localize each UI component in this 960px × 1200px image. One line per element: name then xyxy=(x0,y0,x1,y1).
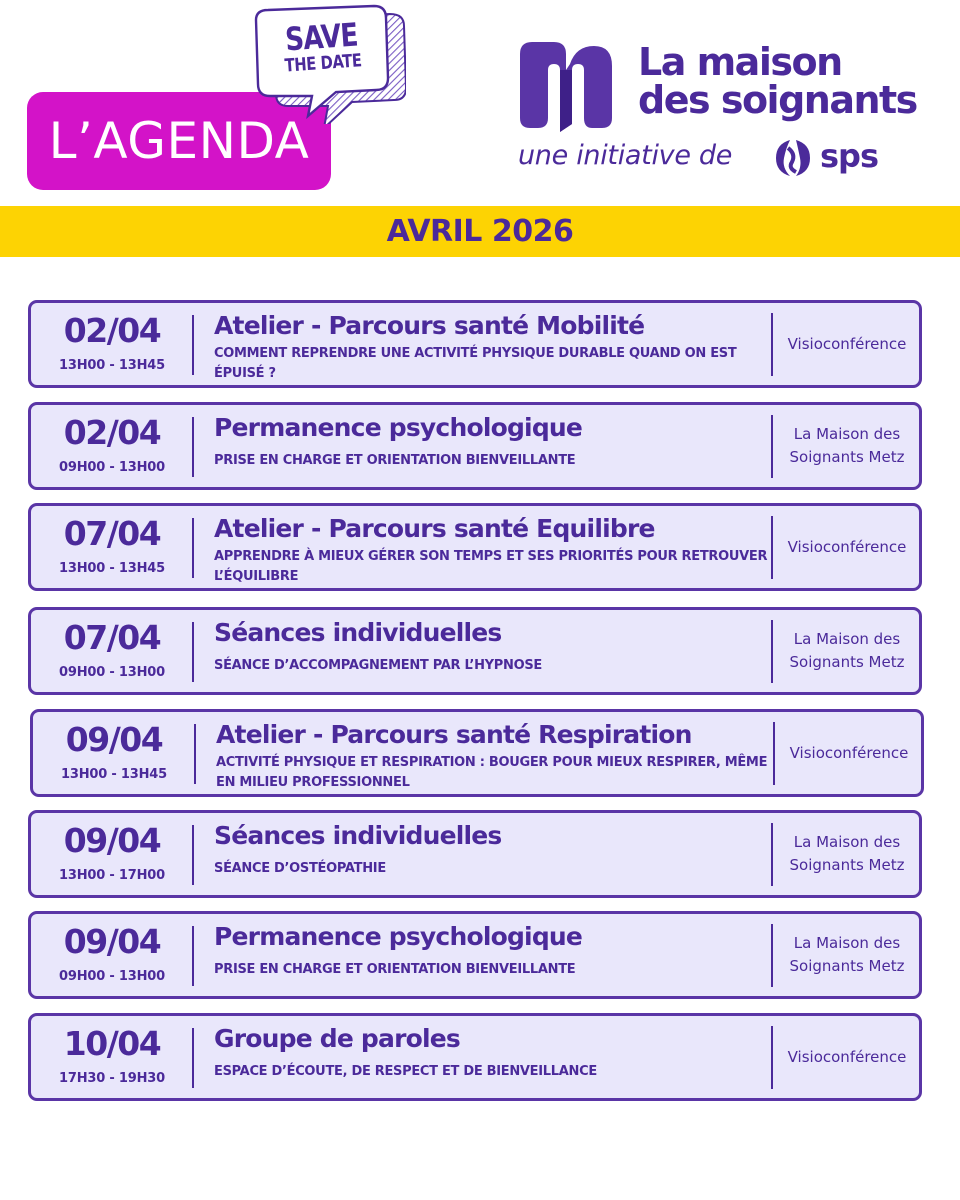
event-date: 02/04 xyxy=(63,413,161,452)
event-card xyxy=(28,607,922,695)
event-subtitle: ACTIVITÉ PHYSIQUE ET RESPIRATION : BOUGER POUR MIEUX RESPIRER, MÊME EN MILIEU PROFESSIONNEL xyxy=(216,755,768,790)
event-time: 09H00 - 13H00 xyxy=(59,460,165,475)
divider xyxy=(771,415,773,478)
divider xyxy=(773,722,775,785)
month-title: AVRIL 2026 xyxy=(386,214,574,249)
event-title: Permanence psychologique xyxy=(214,413,583,442)
divider xyxy=(192,825,194,885)
save-the-date xyxy=(256,16,387,79)
event-date: 07/04 xyxy=(63,514,161,553)
save-line2: THE DATE xyxy=(283,50,363,77)
event-title: Séances individuelles xyxy=(214,618,502,647)
event-card xyxy=(28,402,922,490)
event-location: Visioconférence xyxy=(789,743,909,762)
divider xyxy=(771,1026,773,1089)
event-location: Visioconférence xyxy=(787,537,907,556)
event-card xyxy=(28,911,922,999)
divider xyxy=(192,622,194,682)
divider xyxy=(192,1028,194,1088)
event-time: 09H00 - 13H00 xyxy=(59,969,165,984)
brand-name-line1: La maison xyxy=(638,40,842,84)
divider xyxy=(194,724,196,784)
event-card xyxy=(28,810,922,898)
event-title: Atelier - Parcours santé Equilibre xyxy=(214,514,655,543)
event-title: Atelier - Parcours santé Respiration xyxy=(216,720,692,749)
event-subtitle: SÉANCE D’OSTÉOPATHIE xyxy=(214,861,386,876)
event-title: Atelier - Parcours santé Mobilité xyxy=(214,311,645,340)
event-date: 10/04 xyxy=(63,1024,161,1063)
save-line1: SAVE xyxy=(283,15,359,59)
maison-logo-icon xyxy=(516,36,616,132)
divider xyxy=(192,926,194,986)
event-time: 13H00 - 17H00 xyxy=(59,868,165,883)
divider xyxy=(771,924,773,987)
event-location: La Maison des Soignants Metz xyxy=(789,833,905,874)
event-subtitle: PRISE EN CHARGE ET ORIENTATION BIENVEILLANTE xyxy=(214,453,576,468)
event-card xyxy=(28,503,922,591)
event-location: La Maison des Soignants Metz xyxy=(789,934,905,975)
event-location: La Maison des Soignants Metz xyxy=(789,425,905,466)
event-date: 09/04 xyxy=(63,922,161,961)
sps-name: sps xyxy=(820,137,878,175)
event-subtitle: APPRENDRE À MIEUX GÉRER SON TEMPS ET SES PRIORITÉS POUR RETROUVER L’ÉQUILIBRE xyxy=(214,549,768,584)
event-time: 17H30 - 19H30 xyxy=(59,1071,165,1086)
event-card xyxy=(28,300,922,388)
brand-name-line2: des soignants xyxy=(638,78,917,122)
event-subtitle: PRISE EN CHARGE ET ORIENTATION BIENVEILLANTE xyxy=(214,962,576,977)
event-subtitle: COMMENT REPRENDRE UNE ACTIVITÉ PHYSIQUE DURABLE QUAND ON EST ÉPUISÉ ? xyxy=(214,346,737,381)
divider xyxy=(192,417,194,477)
divider xyxy=(771,620,773,683)
event-time: 13H00 - 13H45 xyxy=(59,561,165,576)
event-title: Permanence psychologique xyxy=(214,922,583,951)
agenda-label: L’AGENDA xyxy=(48,112,310,170)
divider xyxy=(192,518,194,578)
event-date: 09/04 xyxy=(65,720,163,759)
event-date: 02/04 xyxy=(63,311,161,350)
event-date: 09/04 xyxy=(63,821,161,860)
divider xyxy=(771,313,773,376)
initiative-text: une initiative de xyxy=(518,140,733,171)
divider xyxy=(192,315,194,375)
event-location: Visioconférence xyxy=(787,1047,907,1066)
sps-logo-icon xyxy=(770,138,814,178)
event-time: 09H00 - 13H00 xyxy=(59,665,165,680)
event-date: 07/04 xyxy=(63,618,161,657)
event-title: Séances individuelles xyxy=(214,821,502,850)
event-card xyxy=(28,1013,922,1101)
event-subtitle: SÉANCE D’ACCOMPAGNEMENT PAR L’HYPNOSE xyxy=(214,658,542,673)
divider xyxy=(771,516,773,579)
event-card xyxy=(30,709,924,797)
event-location: La Maison des Soignants Metz xyxy=(789,630,905,671)
event-title: Groupe de paroles xyxy=(214,1024,461,1053)
divider xyxy=(771,823,773,886)
event-location: Visioconférence xyxy=(787,334,907,353)
event-time: 13H00 - 13H45 xyxy=(59,358,165,373)
month-banner xyxy=(0,206,960,257)
event-time: 13H00 - 13H45 xyxy=(61,767,167,782)
event-subtitle: ESPACE D’ÉCOUTE, DE RESPECT ET DE BIENVEILLANCE xyxy=(214,1064,597,1079)
